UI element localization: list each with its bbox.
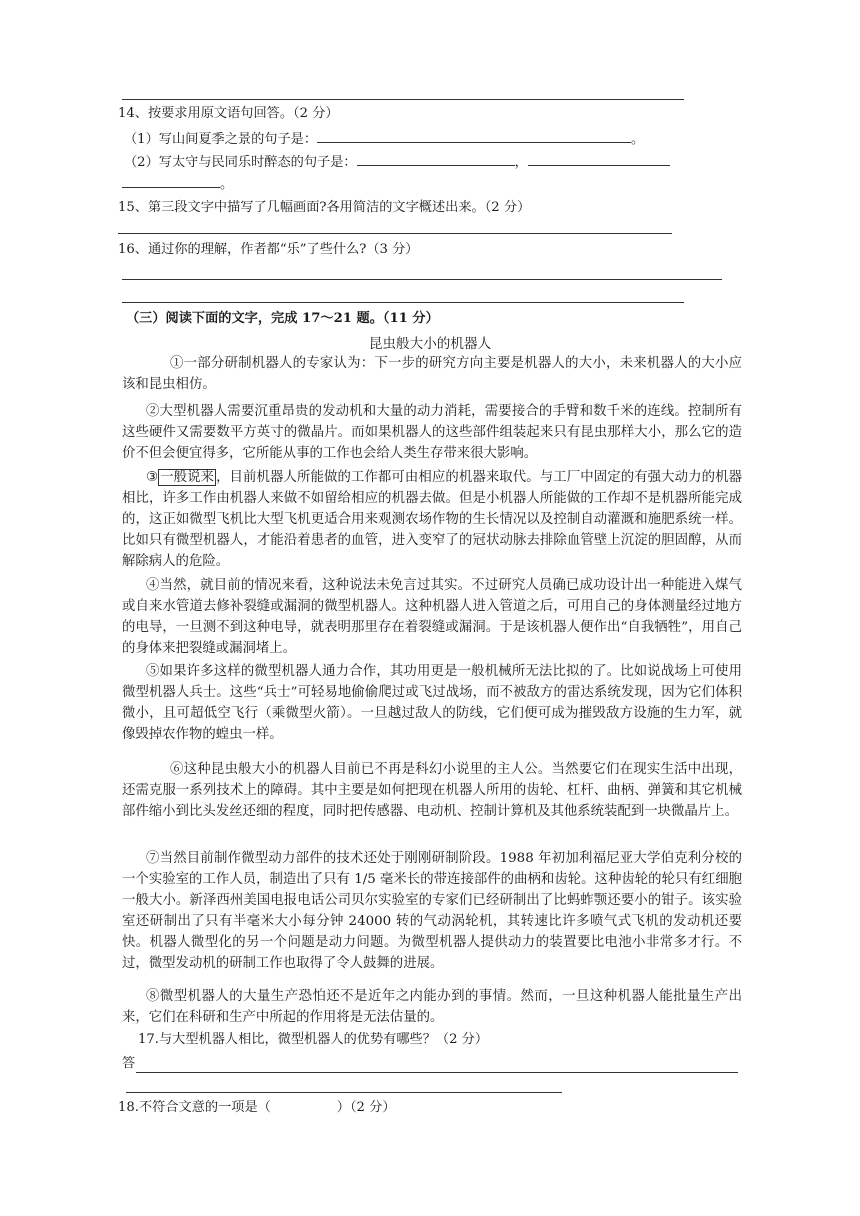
paragraph-4: ④当然，就目前的情况来看，这种说法未免言过其实。不过研究人员确已成功设计出一种能进入煤气或自来水管道去修补裂缝或漏洞的微型机器人。这种机器人进入管道之后，可用自己的身体测量经过地方的电导，一旦测不到这种电导，就表明那里存在着裂缝或漏洞。于是该机器人便作出“自我牺牲”，用自己的身体来把裂缝或漏洞堵上。 (122, 578, 742, 656)
answer-blank-14-2a[interactable] (357, 152, 515, 166)
paragraph-6: ⑥这种昆虫般大小的机器人目前已不再是科幻小说里的主人公。当然要它们在现实生活中出现，还需克服一系列技术上的障碍。其中主要是如何把现在机器人所用的齿轮、杠杆、曲柄、弹簧和其它机械部件缩小到比头发丝还细的程度，同时把传感器、电动机、控制计算机及其他系统装配到一块微晶片上。 (122, 762, 742, 819)
question-17-text: 17.与大型机器人相比，微型机器人的优势有哪些？（2 分） (138, 1032, 489, 1047)
answer-line-17b[interactable] (126, 1092, 562, 1093)
paragraph-7: ⑦当然目前制作微型动力部件的技术还处于刚刚研制阶段。1988 年初加利福尼亚大学伯克利分校的一个实验室的工作人员，制造出了只有 1/5 毫米长的带连接部件的曲柄和齿轮。这种齿轮的轮只有红细胞一般大小。新泽西州美国电报电话公司贝尔实验室的专家们已经研制出了比蚂蚱颚还要小的钳子。该实验室还研制出了只有半毫米大小每分钟 24000 转的气动涡轮机，其转速比许多喷气式飞机的发动机还要快。机器人微型化的另一个问题是动力问题。为微型机器人提供动力的装置要比电池小非常多才行。不过，微型发动机的研制工作也取得了令人鼓舞的进展。 (122, 851, 742, 971)
paragraph-1: ①一部分研制机器人的专家认为：下一步的研究方向主要是机器人的大小，未来机器人的大小应该和昆虫相仿。 (122, 356, 742, 392)
question-14 (118, 105, 339, 123)
question-14-1-text: （1）写山间夏季之景的句子是： (124, 132, 318, 147)
question-16-text: 16、通过你的理解，作者都“乐”了些什么?（3 分） (118, 242, 419, 257)
question-14-2-text: （2）写太守与民同乐时醉态的句子是： (124, 155, 357, 170)
boxed-phrase: 一般说来 (160, 470, 215, 485)
question-14-2: （2）写太守与民同乐时醉态的句子是： ， (124, 152, 670, 172)
question-18 (118, 1099, 396, 1117)
question-14-2-cont: 。 (122, 174, 233, 194)
answer-line-15[interactable] (118, 233, 672, 234)
question-15-text: 15、第三段文字中描写了几幅画面?各用简洁的文字概述出来。（2 分） (118, 200, 531, 215)
paragraph-2: ②大型机器人需要沉重昂贵的发动机和大量的动力消耗，需要接合的手臂和数千米的连线。控制所有这些硬件又需要数平方英寸的微晶片。而如果机器人的这些部件组装起来只有昆虫那样大小，那么它的造价不但会便宜得多，它所能从事的工作也会给人类生存带来很大影响。 (122, 404, 742, 461)
question-14-text: 14、按要求用原文语句回答。（2 分） (118, 106, 339, 121)
answer-blank-14-2b[interactable] (528, 152, 670, 166)
answer-label-17: 答 (122, 1056, 136, 1071)
answer-line-17a[interactable] (136, 1072, 738, 1073)
question-16 (118, 241, 418, 259)
answer-line-top (122, 99, 684, 100)
article-title: 昆虫般大小的机器人 (368, 336, 492, 352)
answer-blank-14-1[interactable] (317, 129, 631, 143)
answer-line-16b[interactable] (122, 302, 684, 303)
paragraph-8: ⑧微型机器人的大量生产恐怕还不是近年之内能办到的事情。然而，一旦这种机器人能批量生产出来，它们在科研和生产中所起的作用将是无法估量的。 (122, 989, 742, 1025)
question-15 (118, 199, 530, 217)
answer-line-16a[interactable] (122, 279, 722, 280)
question-18-text: 18.不符合文意的一项是（ ）（2 分） (118, 1100, 396, 1115)
paragraph-3: ③ 一般说来 ，目前机器人所能做的工作都可由相应的机器来取代。与工厂中固定的有强大动力的机器相比，许多工作由机器人来做不如留给相应的机器去做。但是小机器人所能做的工作却不是机器所能完成的，这正如微型飞机比大型飞机更适合用来观测农场作物的生长情况以及控制自动灌溉和施肥系统一样。比如只有微型机器人，才能沿着患者的血管，进入变窄了的冠状动脉去排除血管壁上沉淀的胆固醇，从而解除病人的危险。 (122, 470, 742, 569)
question-14-1: （1）写山间夏季之景的句子是： 。 (124, 129, 644, 149)
answer-blank-14-2c[interactable] (122, 174, 220, 188)
section-3-heading: （三）阅读下面的文字，完成 17～21 题。（11 分） (126, 311, 439, 326)
paragraph-5: ⑤如果许多这样的微型机器人通力合作，其功用更是一般机械所无法比拟的了。比如说战场上可使用微型机器人兵士。这些“兵士”可轻易地偷偷爬过或飞过战场，而不被敌方的雷达系统发现，因为它们体积微小，且可超低空飞行（乘微型火箭）。一旦越过敌人的防线，它们便可成为摧毁敌方设施的生力军，就像毁掉农作物的蝗虫一样。 (122, 664, 742, 742)
question-17 (138, 1031, 488, 1049)
